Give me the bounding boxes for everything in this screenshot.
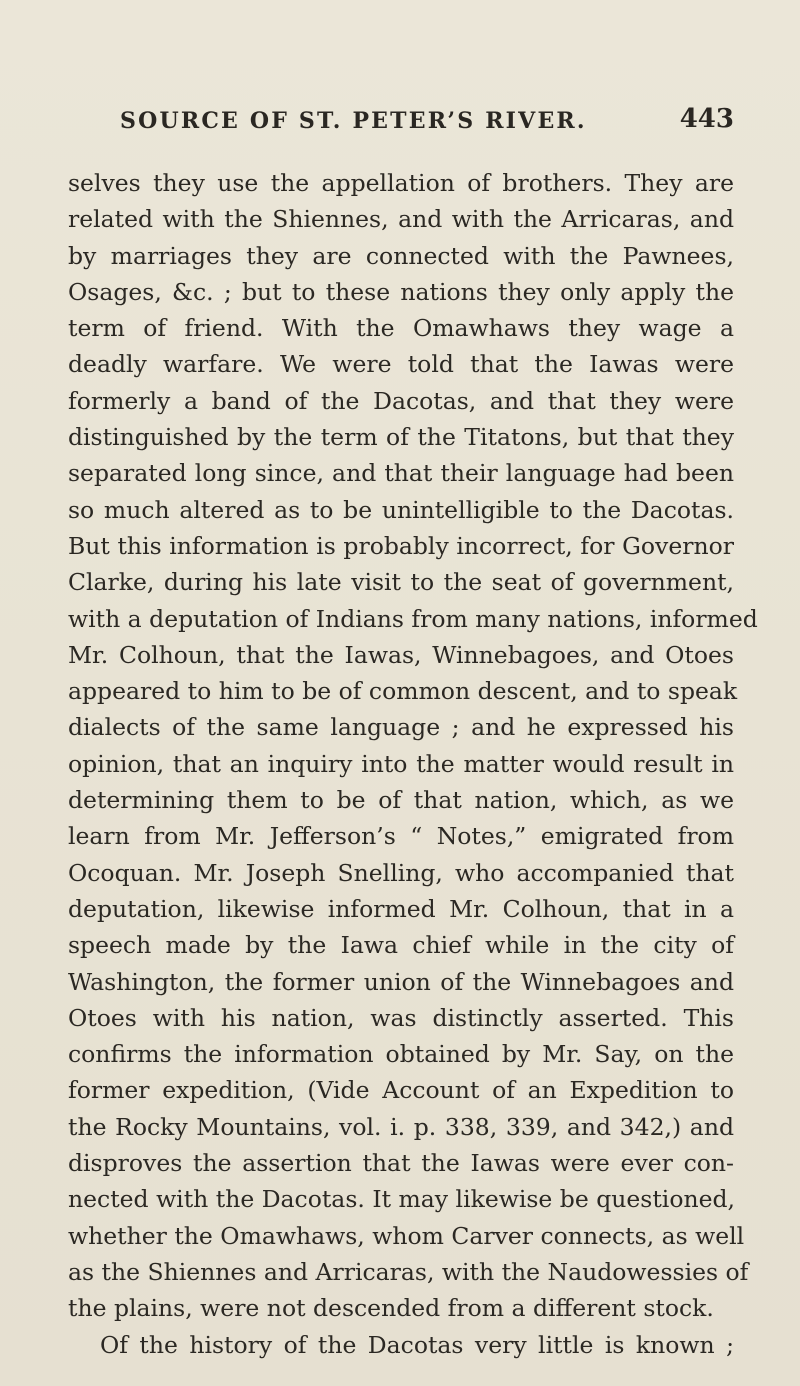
text-line: by marriages they are connected with the Pawnees, [68,241,734,270]
text-line: deputation, likewise informed Mr. Colhoun, that in a [68,894,734,923]
text-line: related with the Shiennes, and with the Arricaras, and [68,205,734,234]
text-line: formerly a band of the Dacotas, and that they were [68,386,734,415]
text-line: determining them to be of that nation, which, as we [68,786,734,815]
text-line: so much altered as to be unintelligible to the Dacotas. [68,495,734,524]
text-line: the plains, were not descended from a different stock. [68,1294,714,1323]
text-line: former expedition, (Vide Account of an Expedition to [68,1076,734,1105]
text-line: separated long since, and that their language had been [68,459,734,488]
text-line: whether the Omawhaws, whom Carver connects, as well [68,1221,745,1250]
text-line: learn from Mr. Jefferson’s “ Notes,” emigrated from [68,822,734,851]
text-line: selves they use the appellation of brothers. They are [68,169,734,197]
text-line: with a deputation of Indians from many nations, informed [68,604,758,633]
text-line: opinion, that an inquiry into the matter would result in [68,749,734,778]
text-line: But this information is probably incorrect, for Governor [68,531,734,560]
page-number: 443 [679,104,734,134]
text-line: dialects of the same language ; and he expressed his [68,713,734,742]
text-line: confirms the information obtained by Mr. Say, on the [68,1040,734,1069]
running-title: SOURCE OF ST. PETER’S RIVER. [120,108,587,134]
text-line: Clarke, during his late visit to the seat of government, [68,568,734,597]
text-line: Osages, &c. ; but to these nations they only apply the [68,277,734,306]
text-line: Otoes with his nation, was distinctly asserted. This [68,1003,734,1032]
text-line: Of the history of the Dacotas very little is known ; [100,1330,734,1359]
text-line: Mr. Colhoun, that the Iawas, Winnebagoes, and Otoes [68,640,734,669]
text-line: term of friend. With the Omawhaws they wage a [68,314,734,343]
text-line: nected with the Dacotas. It may likewise be questioned, [68,1185,736,1214]
text-line: the Rocky Mountains, vol. i. p. 338, 339, and 342,) and [68,1112,734,1141]
text-line: distinguished by the term of the Titatons, but that they [68,423,734,452]
text-line: speech made by the Iawa chief while in the city of [68,931,734,960]
text-line: deadly warfare. We were told that the Iawas were [68,350,734,379]
text-line: appeared to him to be of common descent, and to speak [68,677,738,706]
page-header [120,104,734,144]
text-line: Ocoquan. Mr. Joseph Snelling, who accompanied that [68,858,734,887]
text-line: Washington, the former union of the Winnebagoes and [68,967,734,996]
text-line: as the Shiennes and Arricaras, with the Naudowessies of [68,1257,749,1286]
text-line: disproves the assertion that the Iawas were ever con- [68,1149,734,1178]
body-text [68,165,758,1363]
